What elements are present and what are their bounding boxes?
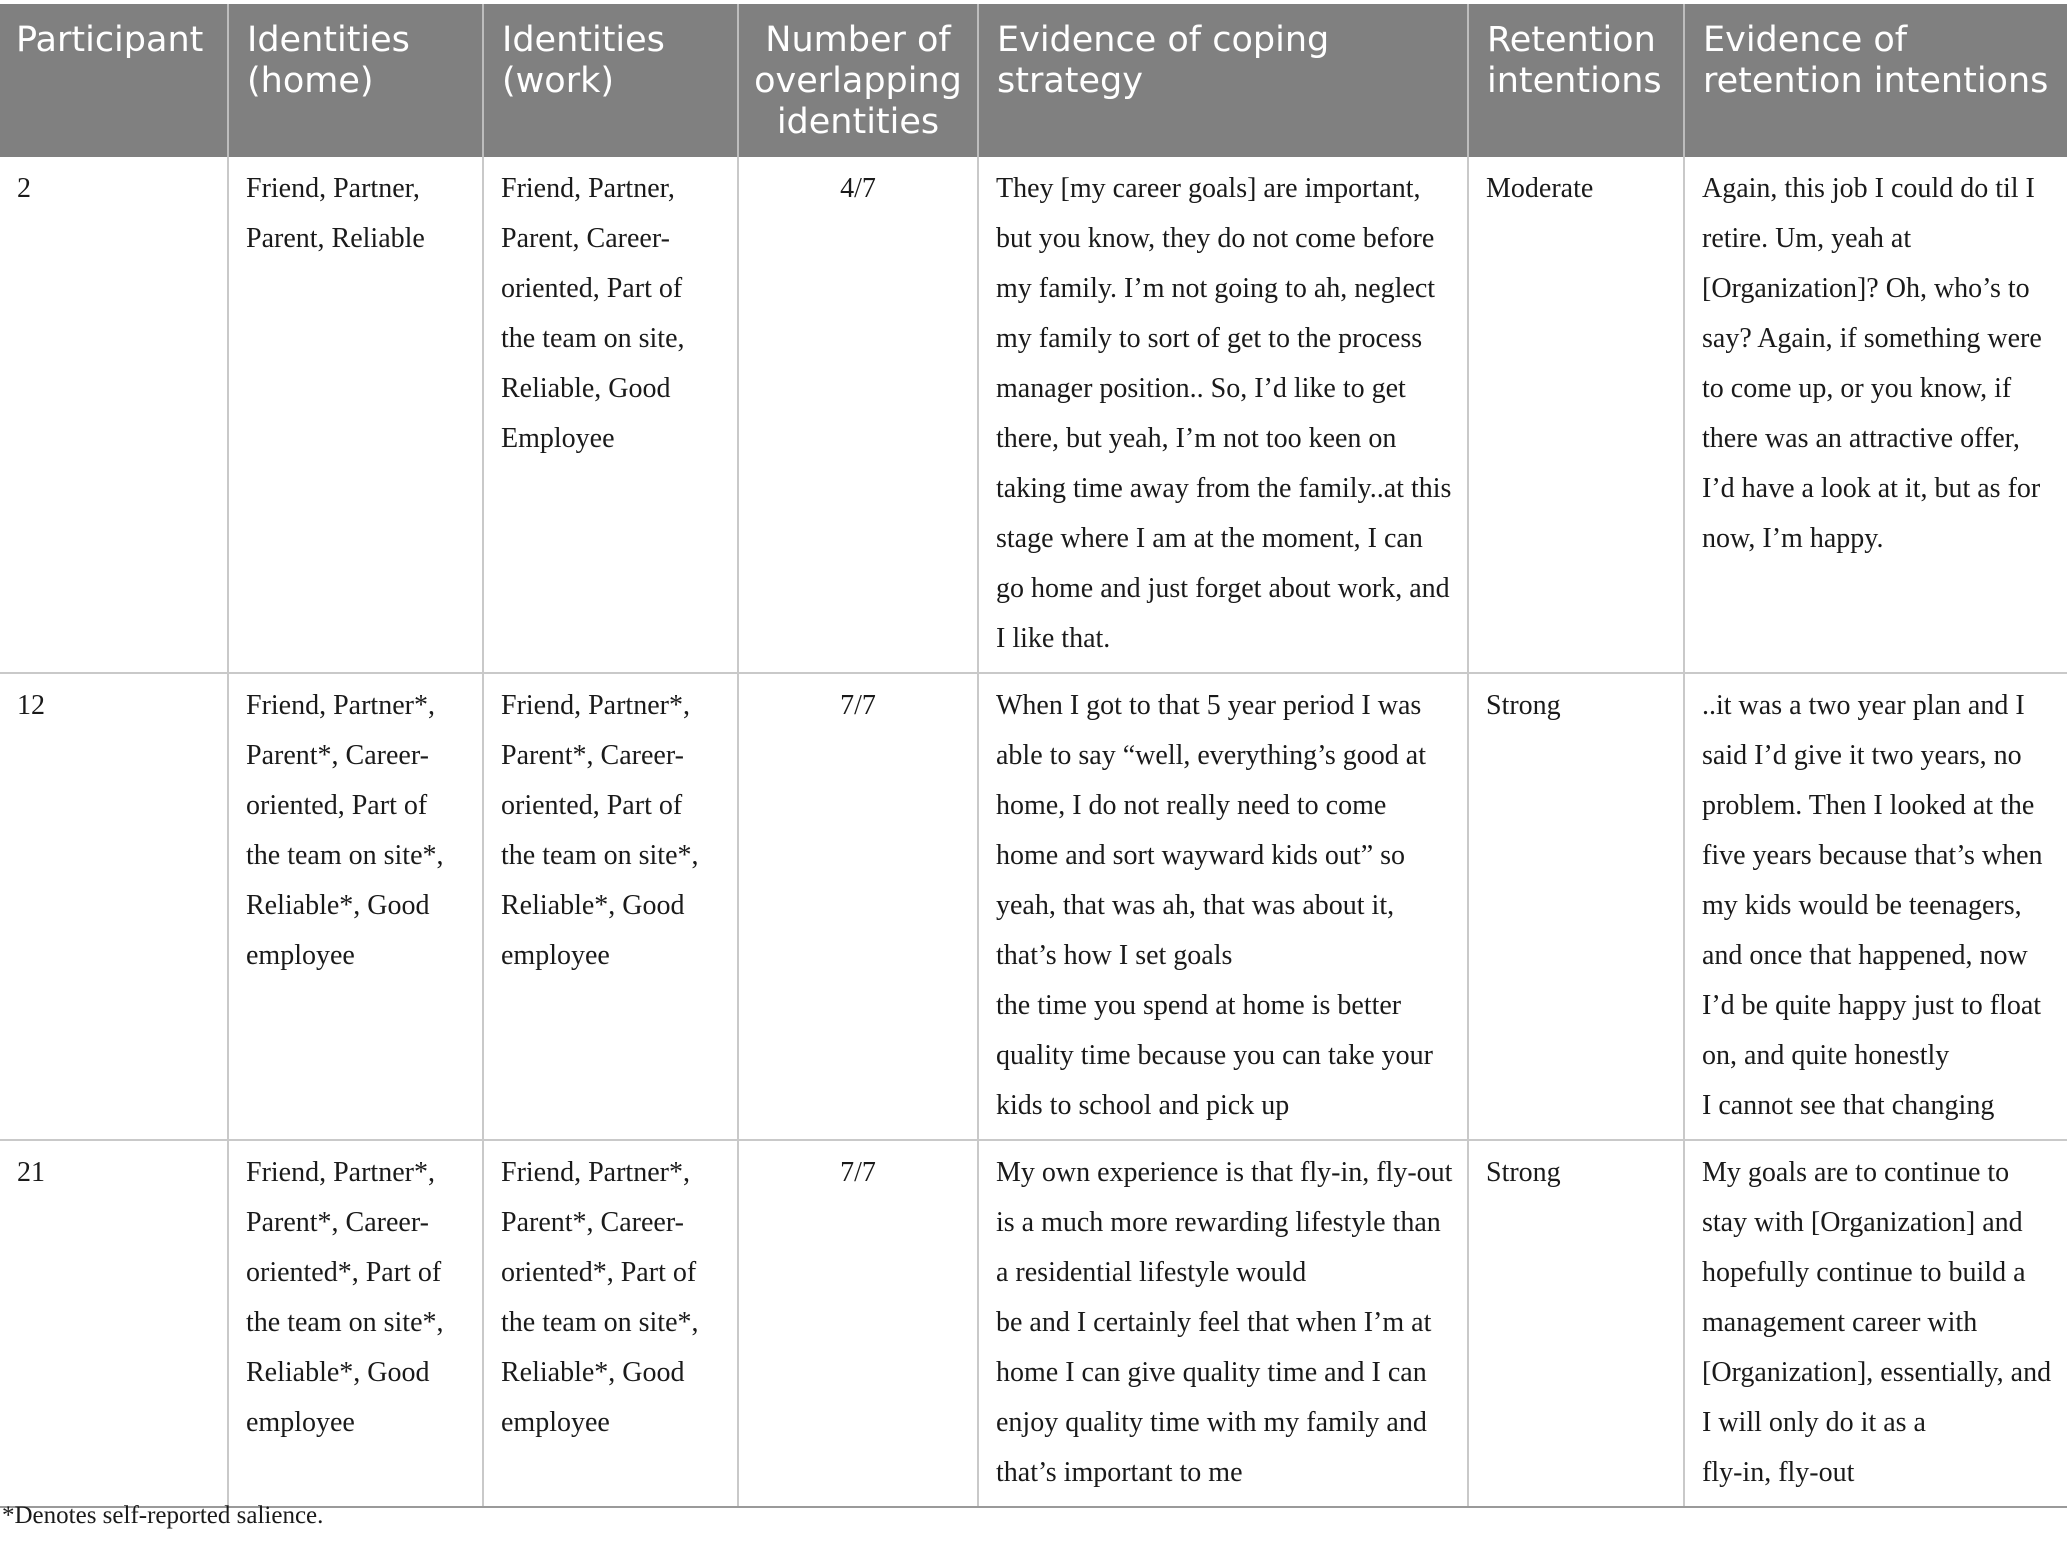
header-identities-home: Identities (home) <box>228 4 483 157</box>
table-container <box>0 4 2067 1508</box>
cell-retention: Strong <box>1468 673 1684 1140</box>
table-row <box>0 673 2067 1140</box>
header-identities-work: Identities (work) <box>483 4 738 157</box>
cell-overlap: 7/7 <box>738 673 978 1140</box>
cell-identities-work: Friend, Partner, Parent, Career-oriented, Part of the team on site, Reliable, Good Employee <box>483 157 738 673</box>
table-body <box>0 157 2067 1507</box>
header-overlapping-identities: Number of overlapping identities <box>738 4 978 157</box>
cell-participant: 21 <box>0 1140 228 1507</box>
cell-participant: 12 <box>0 673 228 1140</box>
cell-retention: Moderate <box>1468 157 1684 673</box>
cell-identities-work: Friend, Partner*, Parent*, Career-oriented*, Part of the team on site*, Reliable*, Good employee <box>483 1140 738 1507</box>
cell-identities-home: Friend, Partner*, Parent*, Career-oriented*, Part of the team on site*, Reliable*, Good employee <box>228 1140 483 1507</box>
header-coping-strategy: Evidence of coping strategy <box>978 4 1468 157</box>
results-table <box>0 4 2067 1508</box>
cell-retention-evidence: Again, this job I could do til I retire. Um, yeah at [Organization]? Oh, who’s to say? Again, if something were to come up, or you know, if there was an attractive offer, I’d have a look at it, but as for now, I’m happy. <box>1684 157 2067 673</box>
table-row <box>0 1140 2067 1507</box>
cell-identities-work: Friend, Partner*, Parent*, Career-oriented, Part of the team on site*, Reliable*, Good employee <box>483 673 738 1140</box>
table-footnote: *Denotes self-reported salience. <box>2 1502 324 1529</box>
cell-retention-evidence: ..it was a two year plan and I said I’d give it two years, no problem. Then I looked at the five years because that’s when my kids would be teenagers, and once that happened, now I’d be quite happy just to float on, and quite honestly I cannot see that changing <box>1684 673 2067 1140</box>
cell-identities-home: Friend, Partner, Parent, Reliable <box>228 157 483 673</box>
cell-overlap: 7/7 <box>738 1140 978 1507</box>
header-row <box>0 4 2067 157</box>
cell-coping: They [my career goals] are important, but you know, they do not come before my family. I’m not going to ah, neglect my family to sort of get to the process manager position.. So, I’d like to get there, but yeah, I’m not too keen on taking time away from the family..at this stage where I am at the moment, I can go home and just forget about work, and I like that. <box>978 157 1468 673</box>
cell-overlap: 4/7 <box>738 157 978 673</box>
header-retention-evidence: Evidence of retention intentions <box>1684 4 2067 157</box>
cell-retention: Strong <box>1468 1140 1684 1507</box>
cell-retention-evidence: My goals are to continue to stay with [Organization] and hopefully continue to build a management career with [Organization], essentially, and I will only do it as a fly-in, fly-out <box>1684 1140 2067 1507</box>
table-header <box>0 4 2067 157</box>
cell-coping: My own experience is that fly-in, fly-out is a much more rewarding lifestyle than a residential lifestyle would be and I certainly feel that when I’m at home I can give quality time and I can enjoy quality time with my family and that’s important to me <box>978 1140 1468 1507</box>
header-participant: Participant <box>0 4 228 157</box>
cell-identities-home: Friend, Partner*, Parent*, Career-oriented, Part of the team on site*, Reliable*, Good employee <box>228 673 483 1140</box>
table-row <box>0 157 2067 673</box>
cell-coping: When I got to that 5 year period I was able to say “well, everything’s good at home, I do not really need to come home and sort wayward kids out” so yeah, that was ah, that was about it, that’s how I set goals the time you spend at home is better quality time because you can take your kids to school and pick up <box>978 673 1468 1140</box>
header-retention-intentions: Retention intentions <box>1468 4 1684 157</box>
cell-participant: 2 <box>0 157 228 673</box>
